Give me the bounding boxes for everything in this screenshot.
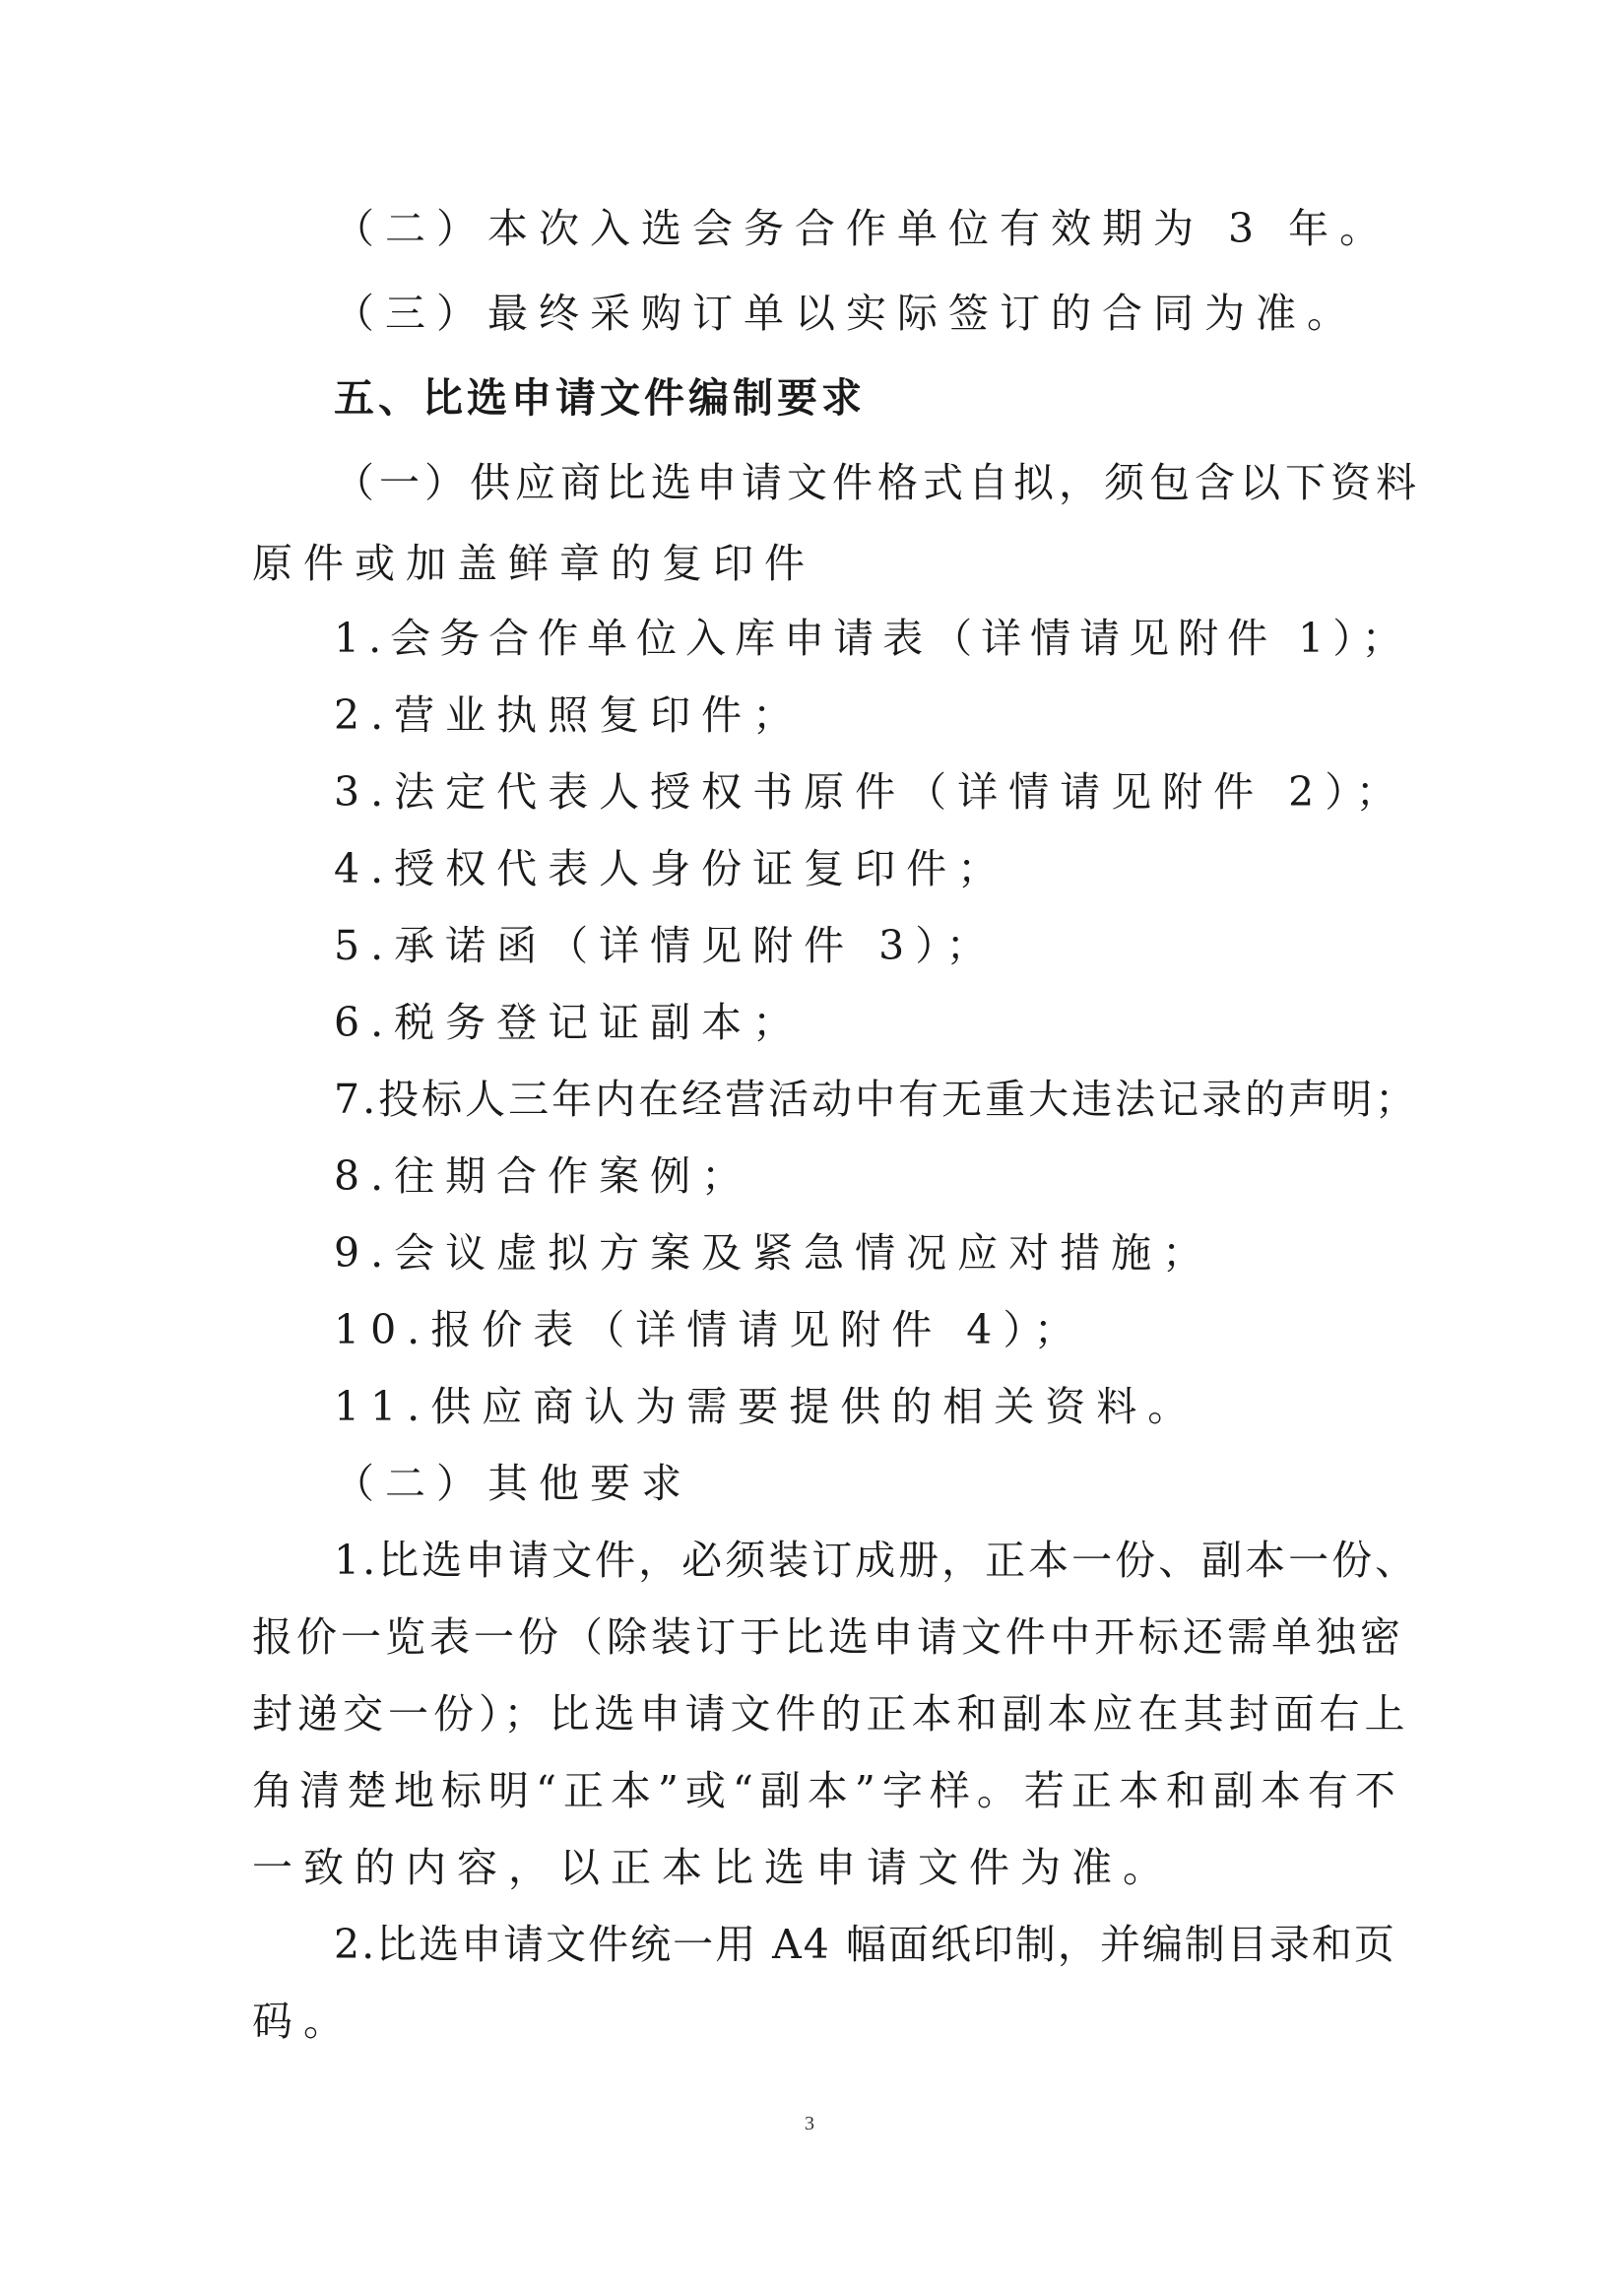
list-item-11: 11.供应商认为需要提供的相关资料。 bbox=[334, 1383, 1199, 1430]
paragraph-binding-3: 封递交一份）；比选申请文件的正本和副本应在其封面右上 bbox=[252, 1690, 1410, 1738]
list-item-4: 4.授权代表人身份证复印件； bbox=[334, 845, 1009, 892]
list-item-10: 10.报价表（详情请见附件 4）； bbox=[334, 1306, 1085, 1353]
paragraph-final-order: （三）最终采购订单以实际签订的合同为准。 bbox=[334, 290, 1358, 337]
list-item-2: 2.营业执照复印件； bbox=[334, 691, 805, 739]
paragraph-paper-format-1: 2.比选申请文件统一用 A4 幅面纸印制，并编制目录和页 bbox=[334, 1921, 1396, 1968]
paragraph-format-requirements-cont: 原件或加盖鲜章的复印件 bbox=[252, 540, 815, 587]
section-heading-5: 五、比选申请文件编制要求 bbox=[334, 374, 866, 422]
paragraph-binding-4: 角清楚地标明“正本”或“副本”字样。若正本和副本有不 bbox=[252, 1767, 1402, 1814]
list-item-9: 9.会议虚拟方案及紧急情况应对措施； bbox=[334, 1229, 1214, 1277]
list-item-7: 7.投标人三年内在经营活动中有无重大违法记录的声明； bbox=[334, 1076, 1419, 1123]
list-item-5: 5.承诺函（详情见附件 3）； bbox=[334, 922, 998, 969]
list-item-1: 1.会务合作单位入库申请表（详情请见附件 1）； bbox=[334, 615, 1411, 662]
list-item-8: 8.往期合作案例； bbox=[334, 1152, 753, 1200]
paragraph-binding-5: 一致的内容，以正本比选申请文件为准。 bbox=[252, 1844, 1174, 1891]
paragraph-binding-1: 1.比选申请文件，必须装订成册，正本一份、副本一份、 bbox=[334, 1537, 1419, 1584]
paragraph-format-requirements: （一）供应商比选申请文件格式自拟，须包含以下资料 bbox=[334, 459, 1421, 506]
paragraph-paper-format-2: 码。 bbox=[252, 1998, 355, 2045]
paragraph-validity-period: （二）本次入选会务合作单位有效期为 3 年。 bbox=[334, 205, 1392, 252]
page-number: 3 bbox=[805, 2113, 814, 2134]
subsection-other-requirements: （二）其他要求 bbox=[334, 1460, 692, 1507]
paragraph-binding-2: 报价一览表一份（除装订于比选申请文件中开标还需单独密 bbox=[252, 1613, 1404, 1661]
list-item-3: 3.法定代表人授权书原件（详情请见附件 2）； bbox=[334, 768, 1407, 816]
list-item-6: 6.税务登记证副本； bbox=[334, 999, 805, 1046]
